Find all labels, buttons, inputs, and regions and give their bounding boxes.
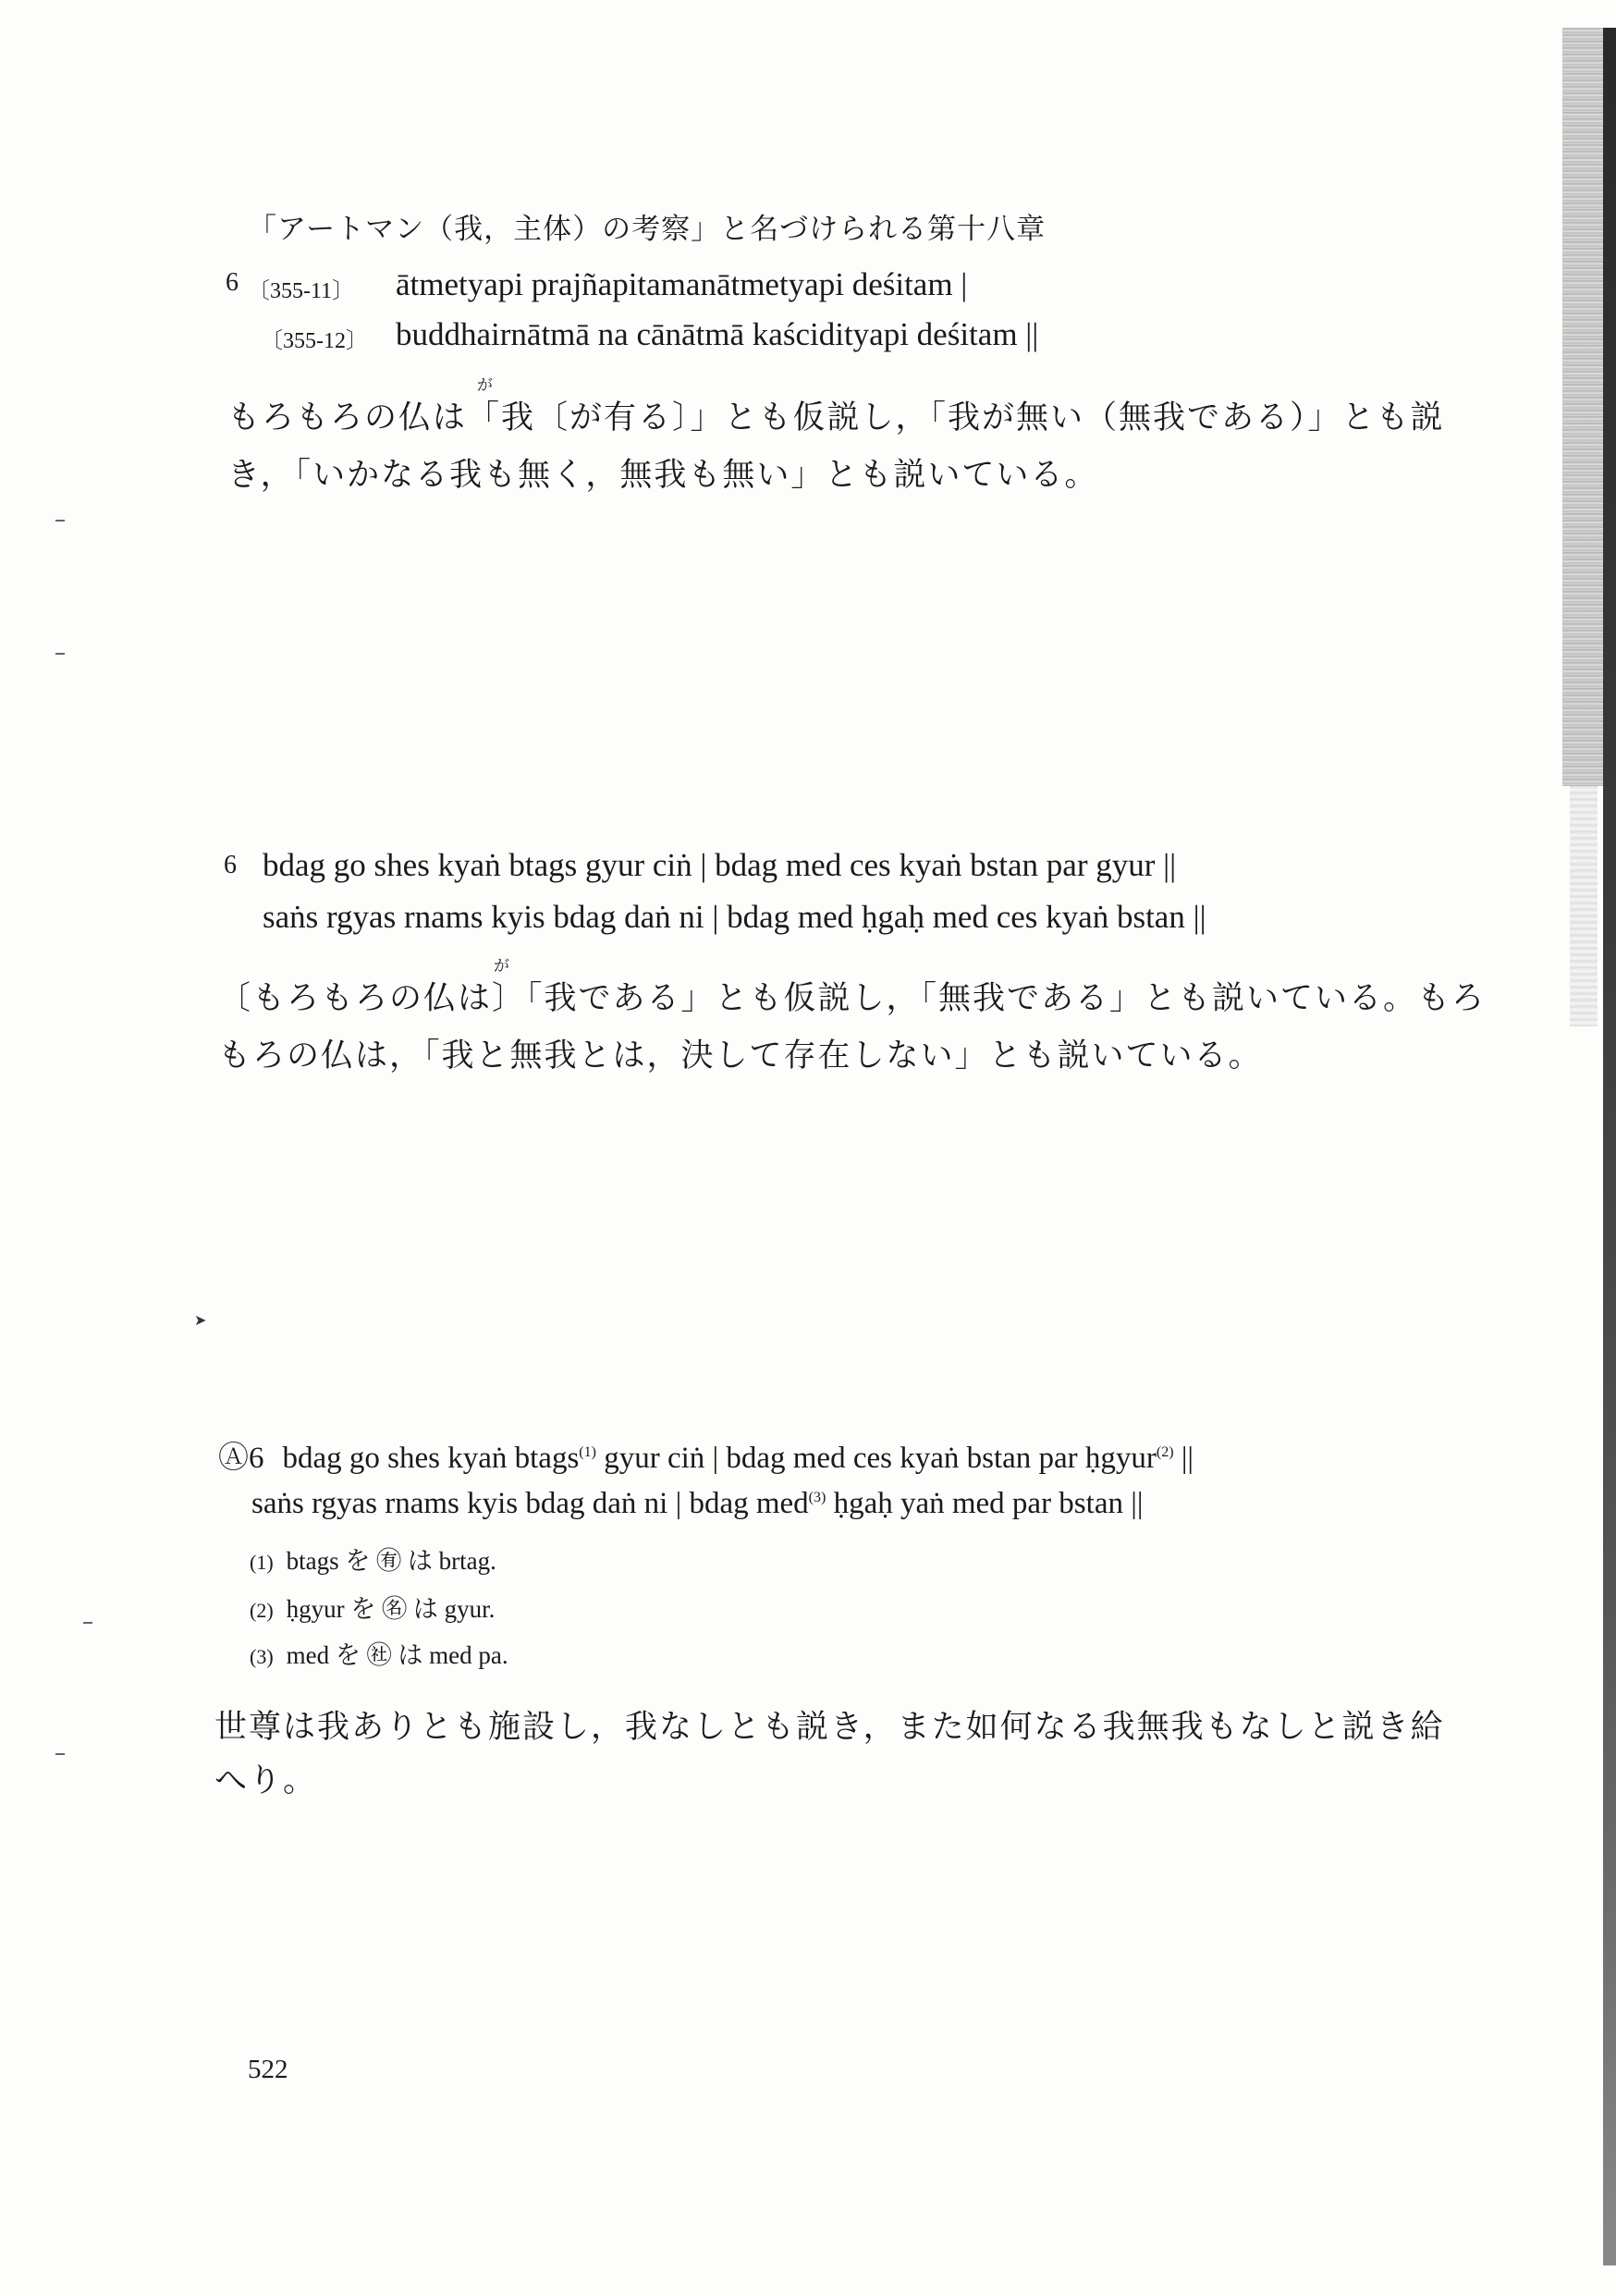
- tibetan-translation-line-2: もろの仏は，「我と無我とは，決して存在しない」とも説いている。: [218, 1037, 1263, 1074]
- variant-line-2-text-b: ḥgaḥ yaṅ med par bstan ||: [826, 1487, 1144, 1520]
- binding-edge: [1562, 28, 1616, 2265]
- footnote-number: (1): [250, 1551, 274, 1574]
- variant-line-2-text-a: saṅs rgyas rnams kyis bdag daṅ ni | bdag med: [251, 1487, 809, 1520]
- variant-line-1: [218, 1433, 1194, 1477]
- variant-line-1-text-a: bdag go shes kyaṅ btags: [282, 1442, 580, 1475]
- furigana: が: [477, 376, 493, 395]
- footnote-3: [250, 1635, 508, 1671]
- footnote-number: (3): [250, 1645, 274, 1668]
- footnote-ref-1: (1): [579, 1444, 596, 1460]
- footnote-ref-2: (2): [1156, 1444, 1174, 1460]
- scan-mark: ➤: [194, 1311, 207, 1329]
- sanskrit-translation-line-2: き，「いかなる我も無く，無我も無い」とも説いている。: [227, 457, 1099, 494]
- page-number: 522: [248, 2055, 288, 2084]
- scan-speck: [83, 1622, 92, 1624]
- scan-speck: [55, 520, 65, 522]
- footnote-number: (2): [250, 1599, 274, 1622]
- footnote-1: [250, 1541, 496, 1577]
- verse-number: 6: [226, 268, 239, 297]
- sanskrit-translation-line-1: もろもろの仏は「我〔が有る〕」とも仮説し，「我が無い（無我である）」とも説: [227, 399, 1445, 436]
- furigana: が: [494, 957, 509, 976]
- chapter-title: 「アートマン（我，主体）の考察」と名づけられる第十八章: [248, 213, 1047, 246]
- verse-number: 6: [249, 1442, 264, 1475]
- footnote-text: ḥgyur を ㊔ は gyur.: [286, 1595, 496, 1623]
- verse-reference: 〔355-12〕: [261, 329, 368, 353]
- variant-line-1-text-b: gyur ciṅ | bdag med ces kyaṅ bstan par ḥgyur: [595, 1442, 1157, 1475]
- verse-reference: 〔355-11〕: [248, 279, 355, 303]
- tibetan-line-2: saṅs rgyas rnams kyis bdag daṅ ni | bdag med ḥgaḥ med ces kyaṅ bstan ||: [263, 899, 1206, 935]
- footnote-ref-3: (3): [808, 1490, 826, 1505]
- binding-noise-lower: [1570, 786, 1598, 1026]
- variant-line-1-text-c: ||: [1173, 1442, 1194, 1475]
- footnote-text: med を ㊓ は med pa.: [286, 1641, 508, 1669]
- variant-line-2: [251, 1487, 1143, 1521]
- binding-noise: [1562, 28, 1603, 786]
- tibetan-line-1: bdag go shes kyaṅ btags gyur ciṅ | bdag med ces kyaṅ bstan par gyur ||: [263, 847, 1177, 883]
- variant-translation-line-1: 世尊は我ありとも施設し，我なしとも説き，また如何なる我無我もなしと説き給: [214, 1709, 1445, 1746]
- verse-number: 6: [224, 851, 237, 879]
- variant-translation-line-2: へり。: [214, 1762, 318, 1799]
- sanskrit-line-1: ātmetyapi prajñapitamanātmetyapi deśitam |: [396, 266, 968, 302]
- tibetan-translation-line-1: 〔もろもろの仏は〕「我である」とも仮説し，「無我である」とも説いている。もろ: [218, 980, 1487, 1017]
- scan-speck: [55, 1753, 65, 1755]
- sanskrit-line-2: buddhairnātmā na cānātmā kaścidityapi deśitam ||: [396, 316, 1039, 352]
- circled-a-marker: Ⓐ: [218, 1442, 249, 1475]
- footnote-2: [250, 1589, 495, 1625]
- scan-speck: [55, 653, 65, 655]
- binding-shadow: [1603, 28, 1616, 2265]
- footnote-text: btags を ㊒ は brtag.: [286, 1547, 496, 1575]
